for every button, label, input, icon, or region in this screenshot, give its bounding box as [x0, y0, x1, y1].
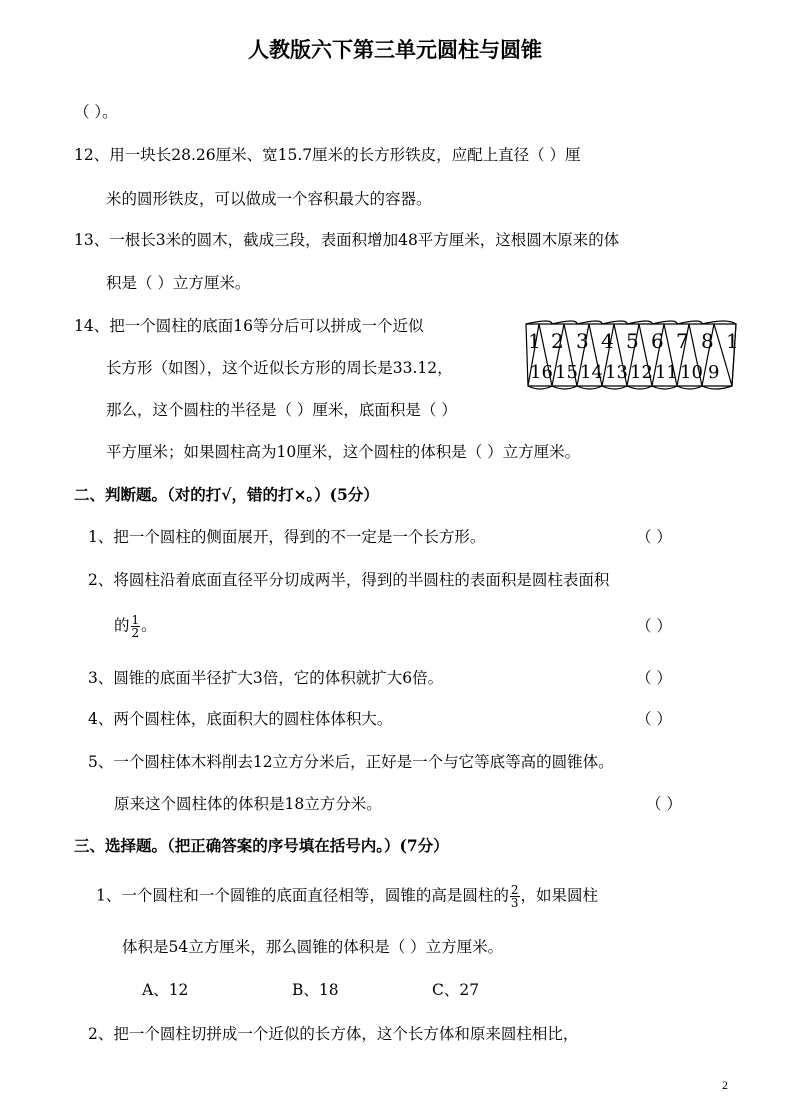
- choice-question-1-prefix: 1、一个圆柱和一个圆锥的底面直径相等，圆锥的高是圆柱的: [96, 886, 509, 905]
- figure-bottom-number: 15: [555, 362, 578, 383]
- figure-top-number: 6: [651, 329, 664, 353]
- question-14-line-3: 那么，这个圆柱的半径是（ ）厘米，底面积是（ ）: [106, 401, 457, 419]
- figure-top-number: 2: [551, 329, 564, 353]
- figure-bottom-number: 13: [605, 362, 628, 383]
- fraction-denominator: 2: [131, 626, 140, 640]
- figure-top-number: 7: [676, 329, 689, 353]
- judge-item-3: 3、圆锥的底面半径扩大3倍，它的体积就扩大6倍。: [88, 669, 444, 687]
- question-13-line-2: 积是（ ）立方厘米。: [106, 274, 251, 292]
- sector-rectangle-figure: [522, 316, 740, 392]
- fraction-numerator: 1: [131, 613, 140, 627]
- section-2-heading: 二、判断题。（对的打√，错的打×。）(5分）: [74, 485, 379, 504]
- question-14-line-2: 长方形（如图），这个近似长方形的周长是33.12，: [106, 359, 453, 377]
- option-c: C、27: [432, 981, 480, 999]
- choice-question-1-line-2: 体积是54立方厘米，那么圆锥的体积是（ ）立方厘米。: [122, 938, 504, 956]
- figure-bottom-number: 12: [630, 362, 653, 383]
- judge-item-2-suffix: 。: [141, 616, 157, 635]
- figure-top-number: 4: [601, 329, 614, 353]
- judge-item-1: 1、把一个圆柱的侧面展开，得到的不一定是一个长方形。: [88, 528, 486, 546]
- page-title: 人教版六下第三单元圆柱与圆锥: [248, 37, 542, 62]
- figure-bottom-number: 11: [655, 362, 678, 383]
- figure-top-number: 1: [726, 329, 739, 353]
- judge-item-5-line-1: 5、一个圆柱体木料削去12立方分米后，正好是一个与它等底等高的圆锥体。: [88, 753, 614, 771]
- judge-item-2-line-2: [114, 614, 157, 639]
- question-13-line-1: 13、一根长3米的圆木，截成三段，表面积增加48平方厘米，这根圆木原来的体: [74, 231, 620, 249]
- question-12-line-1: 12、用一块长28.26厘米、宽15.7厘米的长方形铁皮，应配上直径（ ）厘: [74, 146, 581, 164]
- fraction-one-half: [131, 614, 141, 639]
- answer-paren: （ ）: [636, 710, 672, 728]
- question-12-line-2: 米的圆形铁皮，可以做成一个容积最大的容器。: [106, 190, 432, 208]
- answer-paren: （ ）: [636, 617, 672, 635]
- section-3-heading: 三、选择题。（把正确答案的序号填在括号内。）(7分）: [74, 836, 449, 855]
- choice-question-1-suffix: ，如果圆柱: [520, 886, 599, 905]
- choice-question-2: 2、把一个圆柱切拼成一个近似的长方体，这个长方体和原来圆柱相比，: [88, 1025, 579, 1043]
- figure-top-number: 8: [701, 329, 714, 353]
- figure-bottom-number: 14: [580, 362, 603, 383]
- choice-question-1-line-1: [96, 884, 598, 909]
- answer-paren: （ ）: [636, 528, 672, 546]
- judge-item-4: 4、两个圆柱体，底面积大的圆柱体体积大。: [88, 710, 393, 728]
- fraction-two-thirds: [510, 884, 520, 909]
- figure-top-number: 5: [626, 329, 639, 353]
- figure-bottom-number: 10: [680, 362, 703, 383]
- question-14-line-1: 14、把一个圆柱的底面16等分后可以拼成一个近似: [74, 317, 424, 335]
- answer-paren: （ ）: [646, 795, 682, 813]
- option-a: A、12: [142, 981, 189, 999]
- question-14-line-4: 平方厘米；如果圆柱高为10厘米，这个圆柱的体积是（ ）立方厘米。: [106, 443, 581, 461]
- figure-top-number: 3: [576, 329, 589, 353]
- option-b: B、18: [292, 981, 339, 999]
- judge-item-2-prefix: 的: [114, 616, 130, 635]
- figure-bottom-number: 9: [708, 362, 720, 383]
- figure-bottom-number: 16: [530, 362, 553, 383]
- page-number: 2: [722, 1078, 728, 1092]
- question-fragment: （ ）。: [74, 103, 118, 121]
- judge-item-5-line-2: 原来这个圆柱体的体积是18立方分米。: [114, 795, 382, 813]
- fraction-numerator: 2: [510, 883, 519, 897]
- figure-top-number: 1: [528, 329, 541, 353]
- judge-item-2-line-1: 2、将圆柱沿着底面直径平分切成两半，得到的半圆柱的表面积是圆柱表面积: [88, 571, 610, 589]
- answer-paren: （ ）: [636, 669, 672, 687]
- fraction-denominator: 3: [510, 896, 519, 910]
